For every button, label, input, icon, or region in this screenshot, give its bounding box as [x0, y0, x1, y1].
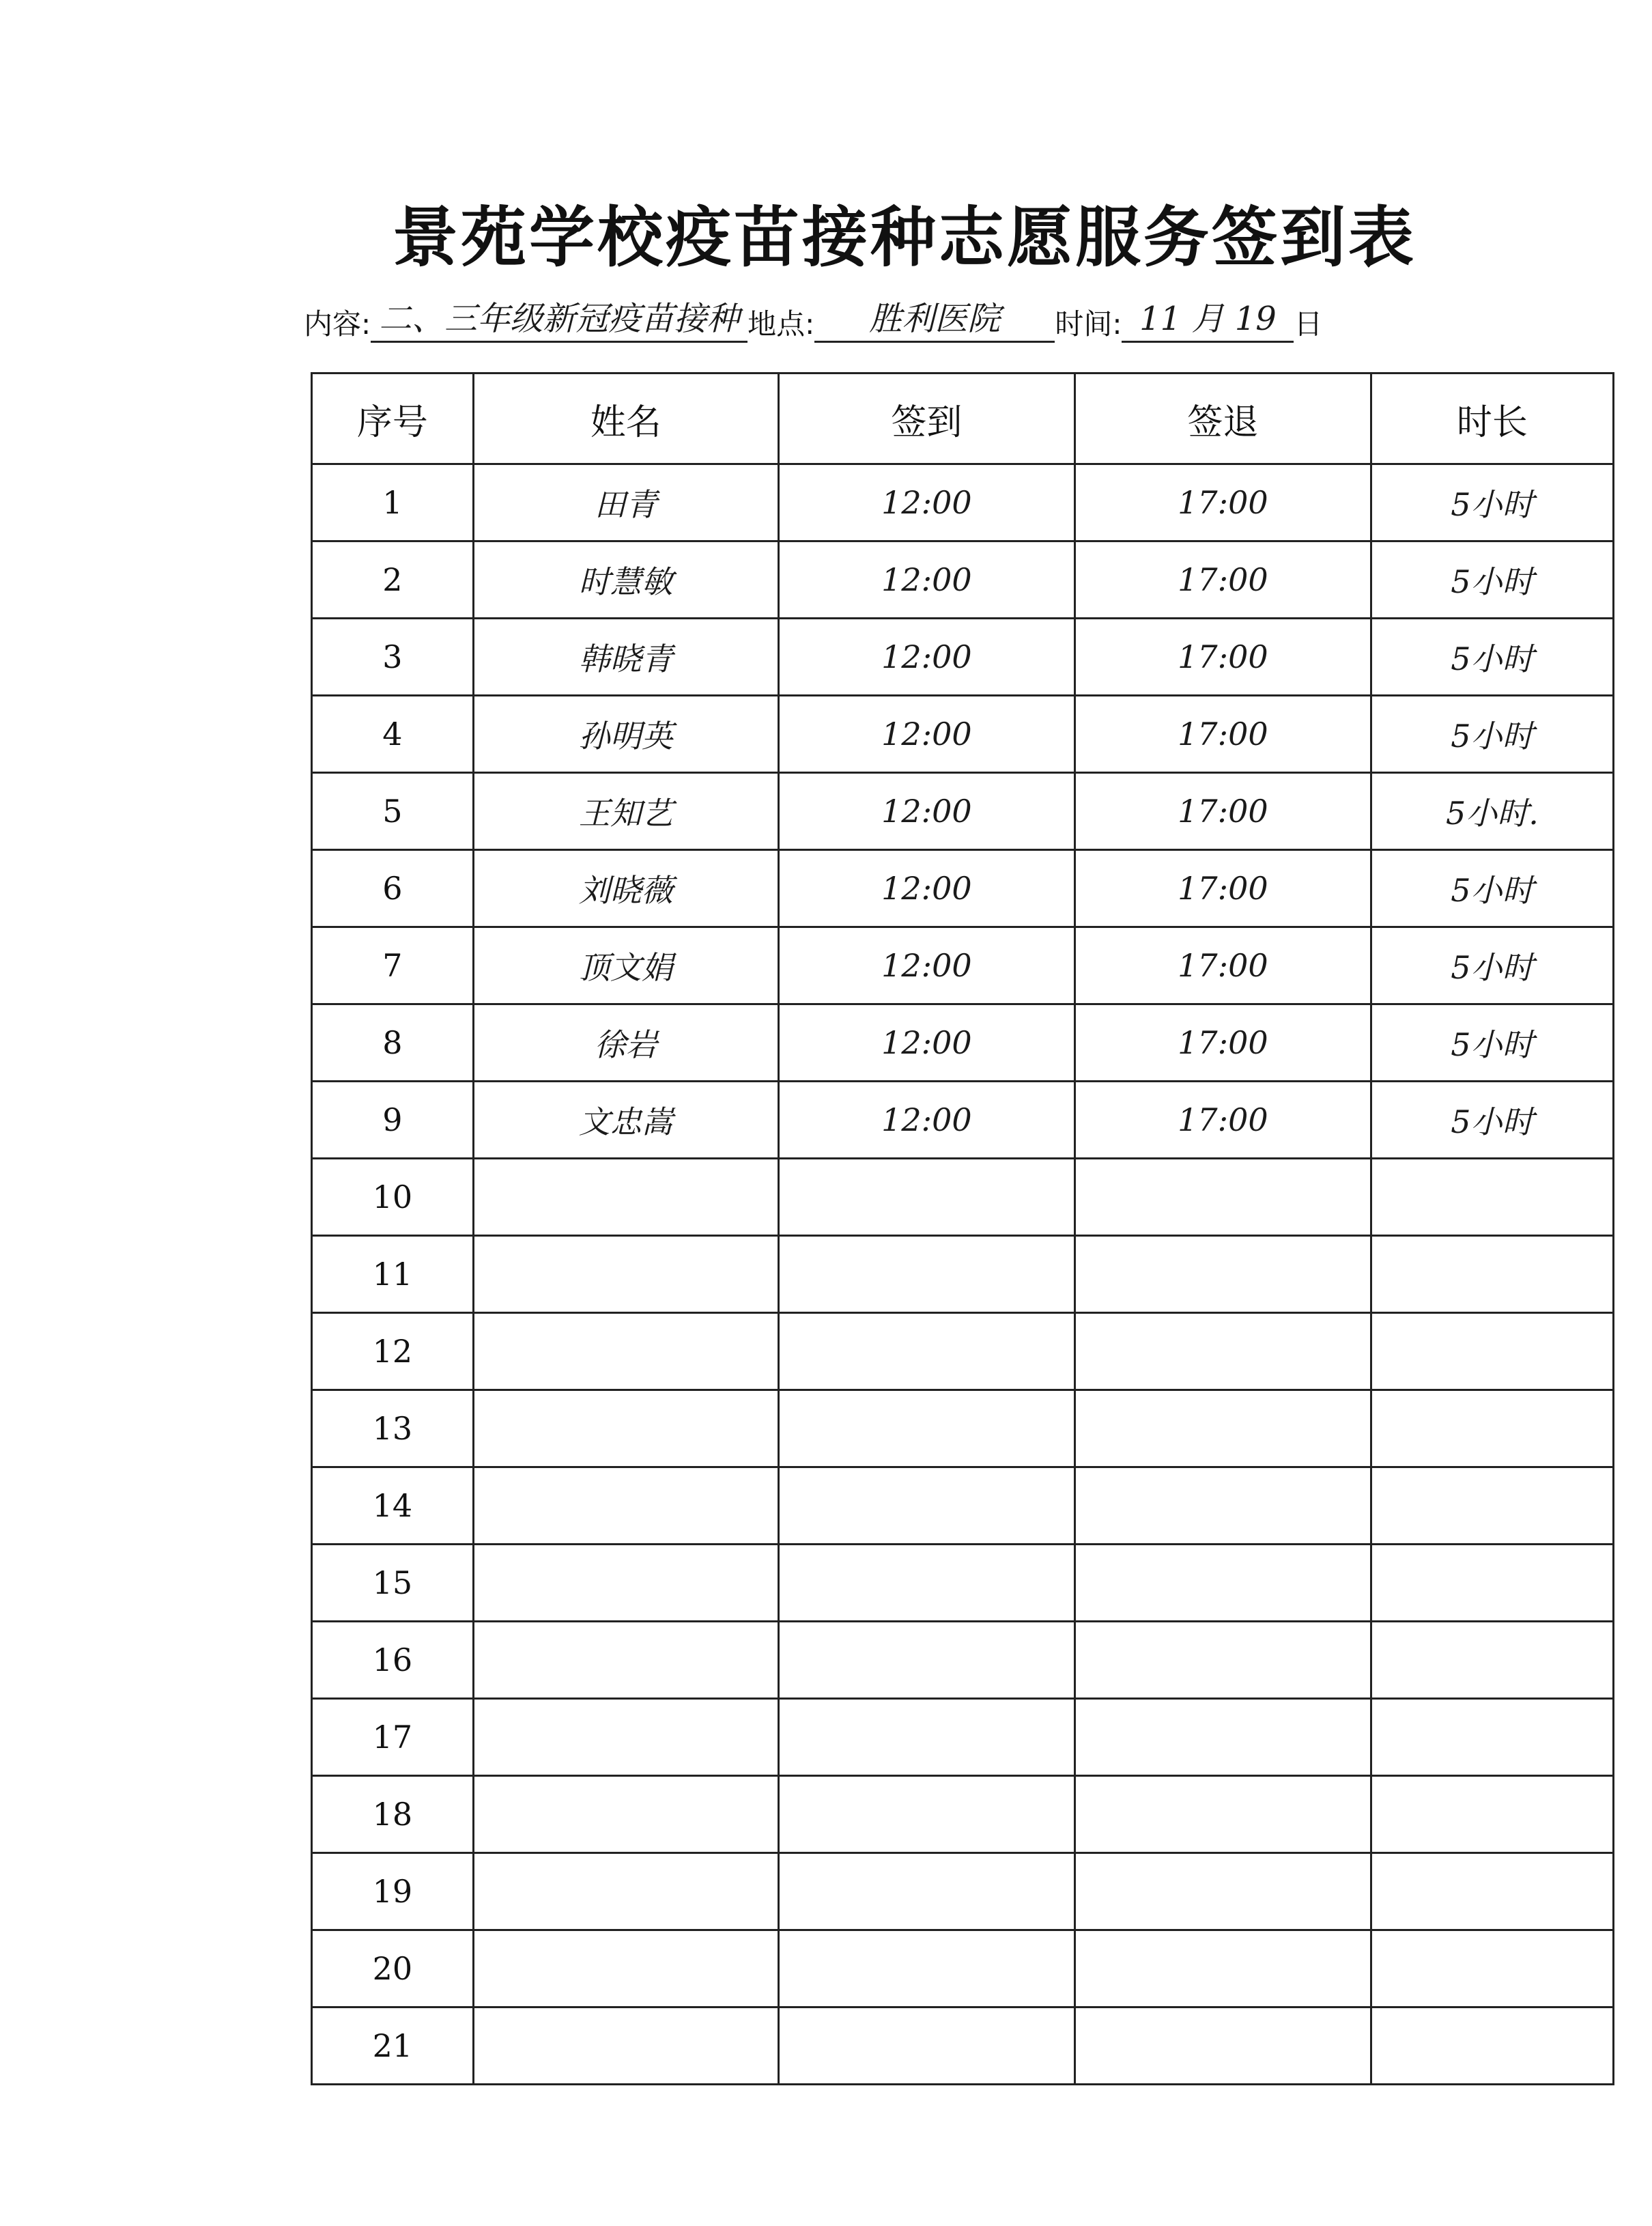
table-row: [312, 541, 1614, 619]
duration-cell: [1371, 1236, 1613, 1313]
row-number-cell: 18: [312, 1776, 474, 1853]
row-number-cell: 2: [312, 541, 474, 619]
row-number-cell: 7: [312, 927, 474, 1004]
row-number-cell: 12: [312, 1313, 474, 1390]
sign-out-time-cell: 17:00: [1074, 619, 1371, 696]
volunteer-name-cell: 韩晓青: [473, 619, 778, 696]
sign-out-time-cell: 17:00: [1074, 773, 1371, 850]
duration-cell: [1371, 1467, 1613, 1545]
sign-out-time-cell: [1074, 1159, 1371, 1236]
duration-cell: 5小时: [1371, 619, 1613, 696]
table-row: [312, 1776, 1614, 1853]
row-number-cell: 17: [312, 1699, 474, 1776]
time-label: 时间:: [1055, 307, 1122, 341]
sign-in-time-cell: 12:00: [778, 541, 1074, 619]
sign-in-time-cell: 12:00: [778, 1082, 1074, 1159]
place-label: 地点:: [747, 307, 815, 341]
volunteer-name-cell: [473, 1313, 778, 1390]
duration-cell: [1371, 1545, 1613, 1622]
sign-in-time-cell: 12:00: [778, 927, 1074, 1004]
row-number-cell: 11: [312, 1236, 474, 1313]
place-value: 胜利医院: [814, 292, 1055, 343]
sign-in-time-cell: [778, 2007, 1074, 2085]
sign-out-time-cell: 17:00: [1074, 696, 1371, 773]
duration-cell: 5小时: [1371, 1082, 1613, 1159]
header-row: [312, 374, 1614, 464]
duration-cell: [1371, 1390, 1613, 1467]
duration-cell: 5小时: [1371, 1004, 1613, 1082]
volunteer-name-cell: 文忠嵩: [473, 1082, 778, 1159]
sign-out-time-cell: [1074, 1699, 1371, 1776]
duration-cell: [1371, 1699, 1613, 1776]
row-number-cell: 1: [312, 464, 474, 541]
roster-table: [311, 372, 1614, 2085]
duration-cell: [1371, 1776, 1613, 1853]
table-row: [312, 1930, 1614, 2007]
duration-cell: [1371, 1853, 1613, 1930]
sign-in-time-cell: 12:00: [778, 619, 1074, 696]
sign-out-time-cell: [1074, 1930, 1371, 2007]
sign-in-time-cell: [778, 1776, 1074, 1853]
content-label: 内容:: [304, 307, 371, 341]
duration-cell: 5小时: [1371, 850, 1613, 927]
page-title: 景苑学校疫苗接种志愿服务签到表: [393, 199, 1416, 276]
sign-out-time-cell: [1074, 1467, 1371, 1545]
table-row: [312, 773, 1614, 850]
volunteer-name-cell: [473, 2007, 778, 2085]
duration-cell: [1371, 1622, 1613, 1699]
content-value: 二、三年级新冠疫苗接种: [371, 292, 747, 343]
sign-in-time-cell: 12:00: [778, 1004, 1074, 1082]
volunteer-name-cell: [473, 1699, 778, 1776]
sign-in-time-cell: 12:00: [778, 850, 1074, 927]
sign-out-time-cell: [1074, 1853, 1371, 1930]
row-number-cell: 13: [312, 1390, 474, 1467]
volunteer-name-cell: [473, 1467, 778, 1545]
volunteer-name-cell: 田青: [473, 464, 778, 541]
volunteer-name-cell: [473, 1390, 778, 1467]
volunteer-name-cell: [473, 1159, 778, 1236]
table-row: [312, 1390, 1614, 1467]
header-name: 姓名: [473, 374, 778, 464]
sign-out-time-cell: 17:00: [1074, 464, 1371, 541]
header-number: 序号: [312, 374, 474, 464]
sign-in-time-cell: 12:00: [778, 773, 1074, 850]
volunteer-name-cell: 刘晓薇: [473, 850, 778, 927]
header-sign-out: 签退: [1074, 374, 1371, 464]
table-row: [312, 1159, 1614, 1236]
volunteer-name-cell: 王知艺: [473, 773, 778, 850]
volunteer-name-cell: [473, 1930, 778, 2007]
table-row: [312, 1699, 1614, 1776]
sign-in-time-cell: [778, 1390, 1074, 1467]
header-duration: 时长: [1371, 374, 1613, 464]
sign-out-time-cell: 17:00: [1074, 927, 1371, 1004]
table-row: [312, 1313, 1614, 1390]
sign-out-time-cell: [1074, 1390, 1371, 1467]
table-row: [312, 1236, 1614, 1313]
table-row: [312, 464, 1614, 541]
table-row: [312, 1853, 1614, 1930]
sign-out-time-cell: 17:00: [1074, 541, 1371, 619]
time-suffix: 日: [1294, 307, 1323, 341]
volunteer-name-cell: [473, 1622, 778, 1699]
sign-out-time-cell: [1074, 1313, 1371, 1390]
volunteer-name-cell: 孙明英: [473, 696, 778, 773]
table-row: [312, 850, 1614, 927]
row-number-cell: 6: [312, 850, 474, 927]
volunteer-name-cell: 顶文娟: [473, 927, 778, 1004]
row-number-cell: 19: [312, 1853, 474, 1930]
meta-line: [304, 295, 1322, 343]
volunteer-name-cell: 时慧敏: [473, 541, 778, 619]
header-sign-in: 签到: [778, 374, 1074, 464]
volunteer-name-cell: [473, 1776, 778, 1853]
volunteer-name-cell: [473, 1236, 778, 1313]
volunteer-name-cell: [473, 1853, 778, 1930]
table-row: [312, 1082, 1614, 1159]
table-row: [312, 1545, 1614, 1622]
sign-in-time-cell: [778, 1159, 1074, 1236]
sign-in-time-cell: [778, 1545, 1074, 1622]
sign-out-time-cell: 17:00: [1074, 850, 1371, 927]
row-number-cell: 5: [312, 773, 474, 850]
duration-cell: 5小时.: [1371, 773, 1613, 850]
table-row: [312, 2007, 1614, 2085]
table-row: [312, 927, 1614, 1004]
row-number-cell: 21: [312, 2007, 474, 2085]
sign-out-time-cell: [1074, 1545, 1371, 1622]
duration-cell: [1371, 1930, 1613, 2007]
sign-in-time-cell: 12:00: [778, 464, 1074, 541]
duration-cell: 5小时: [1371, 464, 1613, 541]
sign-in-time-cell: [778, 1313, 1074, 1390]
table-row: [312, 619, 1614, 696]
sign-in-time-cell: [778, 1853, 1074, 1930]
row-number-cell: 15: [312, 1545, 474, 1622]
volunteer-name-cell: [473, 1545, 778, 1622]
row-number-cell: 14: [312, 1467, 474, 1545]
sign-out-time-cell: [1074, 1622, 1371, 1699]
sign-in-time-cell: [778, 1930, 1074, 2007]
row-number-cell: 16: [312, 1622, 474, 1699]
sign-in-time-cell: 12:00: [778, 696, 1074, 773]
table-row: [312, 1622, 1614, 1699]
volunteer-name-cell: 徐岩: [473, 1004, 778, 1082]
row-number-cell: 20: [312, 1930, 474, 2007]
roster-body: [312, 464, 1614, 2085]
table-row: [312, 1467, 1614, 1545]
row-number-cell: 10: [312, 1159, 474, 1236]
row-number-cell: 4: [312, 696, 474, 773]
table-row: [312, 1004, 1614, 1082]
row-number-cell: 8: [312, 1004, 474, 1082]
sign-out-time-cell: [1074, 2007, 1371, 2085]
duration-cell: [1371, 1159, 1613, 1236]
sign-in-time-cell: [778, 1622, 1074, 1699]
row-number-cell: 3: [312, 619, 474, 696]
duration-cell: [1371, 1313, 1613, 1390]
duration-cell: 5小时: [1371, 927, 1613, 1004]
table-row: [312, 696, 1614, 773]
sign-in-time-cell: [778, 1699, 1074, 1776]
sign-in-time-cell: [778, 1467, 1074, 1545]
row-number-cell: 9: [312, 1082, 474, 1159]
sign-out-time-cell: 17:00: [1074, 1004, 1371, 1082]
duration-cell: 5小时: [1371, 696, 1613, 773]
duration-cell: [1371, 2007, 1613, 2085]
duration-cell: 5小时: [1371, 541, 1613, 619]
sign-out-time-cell: [1074, 1776, 1371, 1853]
time-value: 11 月 19: [1122, 292, 1294, 343]
sign-in-time-cell: [778, 1236, 1074, 1313]
sign-out-time-cell: 17:00: [1074, 1082, 1371, 1159]
sign-out-time-cell: [1074, 1236, 1371, 1313]
